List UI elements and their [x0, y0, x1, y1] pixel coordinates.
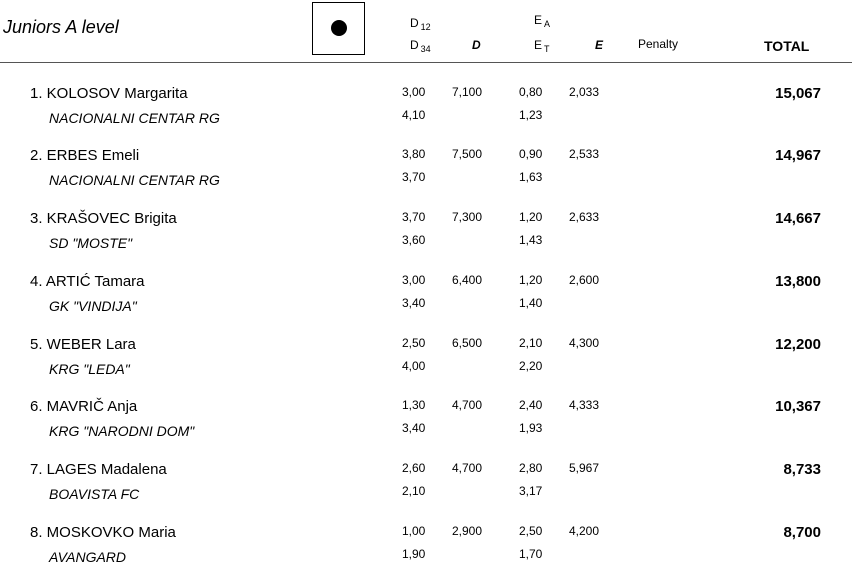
- table-row: [0, 147, 852, 210]
- header-divider: [0, 62, 852, 63]
- score-e: 2,633: [569, 210, 600, 224]
- club-name: NACIONALNI CENTAR RG: [49, 110, 220, 126]
- club-name: AVANGARD: [49, 549, 127, 565]
- score-d12: 2,50: [402, 336, 426, 350]
- club-name: NACIONALNI CENTAR RG: [49, 172, 220, 188]
- apparatus-box: [312, 2, 365, 55]
- score-et: 1,43: [519, 233, 543, 247]
- score-d: 6,400: [452, 273, 483, 287]
- score-ea: 0,90: [519, 147, 543, 161]
- ball-icon: [331, 20, 347, 36]
- score-d12: 1,00: [402, 524, 426, 538]
- club-name: KRG "LEDA": [49, 361, 130, 377]
- score-total: 12,200: [775, 336, 821, 353]
- score-total: 14,967: [775, 147, 821, 164]
- score-d34: 1,90: [402, 547, 426, 561]
- score-d: 6,500: [452, 336, 483, 350]
- score-e: 2,033: [569, 85, 600, 99]
- score-et: 3,17: [519, 484, 543, 498]
- gymnast-name: 6. MAVRIČ Anja: [30, 398, 138, 415]
- score-d: 7,500: [452, 147, 483, 161]
- score-total: 14,667: [775, 210, 821, 227]
- club-name: KRG "NARODNI DOM": [49, 423, 195, 439]
- score-d: 7,300: [452, 210, 483, 224]
- table-row: [0, 85, 852, 148]
- score-ea: 2,40: [519, 398, 543, 412]
- score-d12: 3,00: [402, 273, 426, 287]
- score-d12: 3,80: [402, 147, 426, 161]
- col-header-ea: E $_A$: [534, 13, 551, 29]
- score-et: 1,93: [519, 421, 543, 435]
- gymnast-name: 3. KRAŠOVEC Brigita: [30, 210, 177, 227]
- gymnast-name: 8. MOSKOVKO Maria: [30, 524, 176, 541]
- score-total: 10,367: [775, 398, 821, 415]
- score-e: 4,300: [569, 336, 600, 350]
- col-header-d34: D $_{34}$: [410, 38, 431, 54]
- gymnast-name: 4. ARTIĆ Tamara: [30, 273, 145, 290]
- score-ea: 2,50: [519, 524, 543, 538]
- score-et: 2,20: [519, 359, 543, 373]
- score-d34: 3,40: [402, 421, 426, 435]
- score-d12: 1,30: [402, 398, 426, 412]
- table-row: [0, 524, 852, 587]
- col-header-e: E: [595, 38, 604, 52]
- score-d34: 3,70: [402, 170, 426, 184]
- score-e: 5,967: [569, 461, 600, 475]
- score-e: 4,200: [569, 524, 600, 538]
- score-d: 4,700: [452, 398, 483, 412]
- score-d34: 2,10: [402, 484, 426, 498]
- gymnast-name: 2. ERBES Emeli: [30, 147, 140, 164]
- col-header-total: TOTAL: [764, 38, 810, 54]
- score-e: 2,533: [569, 147, 600, 161]
- gymnast-name: 7. LAGES Madalena: [30, 461, 167, 478]
- score-et: 1,23: [519, 108, 543, 122]
- score-ea: 0,80: [519, 85, 543, 99]
- score-d34: 4,00: [402, 359, 426, 373]
- score-total: 13,800: [775, 273, 821, 290]
- score-et: 1,63: [519, 170, 543, 184]
- score-d: 2,900: [452, 524, 483, 538]
- page-title: Juniors A level: [3, 17, 119, 37]
- table-row: [0, 336, 852, 399]
- score-total: 8,733: [783, 461, 821, 478]
- score-ea: 1,20: [519, 273, 543, 287]
- table-row: [0, 210, 852, 273]
- table-row: [0, 461, 852, 524]
- col-header-d12: D $_{12}$: [410, 16, 431, 32]
- score-et: 1,40: [519, 296, 543, 310]
- score-ea: 2,80: [519, 461, 543, 475]
- score-total: 8,700: [783, 524, 821, 541]
- score-d: 4,700: [452, 461, 483, 475]
- score-d34: 3,60: [402, 233, 426, 247]
- col-header-et: E $_T$: [534, 38, 550, 54]
- score-d: 7,100: [452, 85, 483, 99]
- score-total: 15,067: [775, 85, 821, 102]
- score-et: 1,70: [519, 547, 543, 561]
- table-row: [0, 273, 852, 336]
- score-d12: 2,60: [402, 461, 426, 475]
- score-d34: 4,10: [402, 108, 426, 122]
- table-row: [0, 398, 852, 461]
- club-name: SD "MOSTE": [49, 235, 133, 251]
- club-name: BOAVISTA FC: [49, 486, 140, 502]
- club-name: GK "VINDIJA": [49, 298, 137, 314]
- score-d12: 3,00: [402, 85, 426, 99]
- score-ea: 1,20: [519, 210, 543, 224]
- gymnast-name: 5. WEBER Lara: [30, 336, 136, 353]
- score-d12: 3,70: [402, 210, 426, 224]
- col-header-penalty: Penalty: [638, 37, 679, 51]
- col-header-d: D: [472, 38, 481, 52]
- score-d34: 3,40: [402, 296, 426, 310]
- score-e: 4,333: [569, 398, 600, 412]
- score-e: 2,600: [569, 273, 600, 287]
- score-ea: 2,10: [519, 336, 543, 350]
- gymnast-name: 1. KOLOSOV Margarita: [30, 85, 188, 102]
